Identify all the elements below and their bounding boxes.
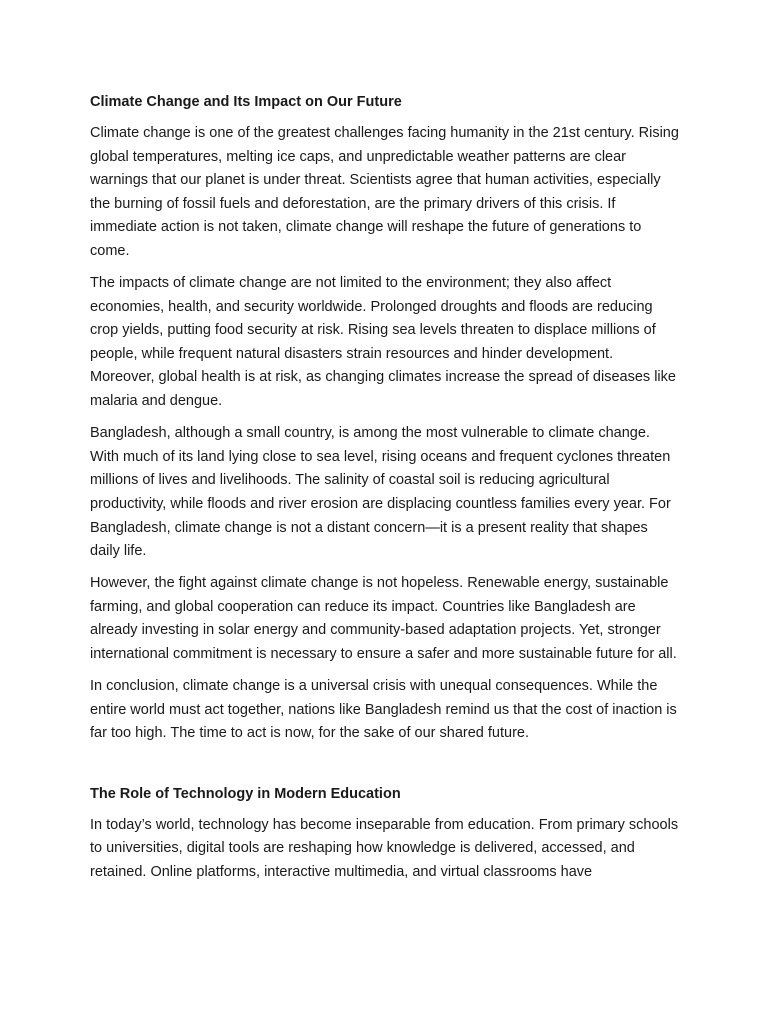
paragraph: In today’s world, technology has become inseparable from education. From primary schools to universities, digital tools are reshaping how knowledge is delivered, accessed, and retained. Online platforms, interactive multimedia, and virtual classrooms have <box>90 816 679 881</box>
paragraph: Climate change is one of the greatest challenges facing humanity in the 21st century. Rising global temperatures, melting ice caps, and unpredictable weather patterns are clear warnings that our planet is under threat. Scientists agree that human activities, especially the burning of fossil fuels and deforestation, are the primary drivers of this crisis. If immediate action is not taken, climate change will reshape the future of generations to come. <box>90 125 679 259</box>
essay-title: Climate Change and Its Impact on Our Future <box>90 94 402 110</box>
paragraph: In conclusion, climate change is a universal crisis with unequal consequences. While the entire world must act together, nations like Bangladesh remind us that the cost of inaction is far too high. The time to act is now, for the sake of our shared future. <box>90 678 677 742</box>
paragraph: Bangladesh, although a small country, is among the most vulnerable to climate change. With much of its land lying close to sea level, rising oceans and frequent cyclones threaten millions of lives and livelihoods. The salinity of coastal soil is reducing agricultural productivity, while floods and river erosion are displacing countless families every year. For Bangladesh, climate change is not a distant concern—it is a present reality that shapes daily life. <box>90 425 671 560</box>
essay-title: The Role of Technology in Modern Education <box>90 785 401 802</box>
paragraph: However, the fight against climate change is not hopeless. Renewable energy, sustainable farming, and global cooperation can reduce its impact. Countries like Bangladesh are already investing in solar energy and community-based adaptation projects. Yet, stronger international commitment is necessary to ensure a safer and more sustainable future for all. <box>90 575 677 662</box>
essay-technology-education <box>90 782 680 885</box>
paragraph: The impacts of climate change are not limited to the environment; they also affect economies, health, and security worldwide. Prolonged droughts and floods are reducing crop yields, putting food security at risk. Rising sea levels threaten to displace millions of people, while frequent natural disasters strain resources and hinder development. Moreover, global health is at risk, as changing climates increase the spread of diseases like malaria and dengue. <box>90 275 676 410</box>
essay-climate-change <box>90 90 680 746</box>
document-page <box>90 90 680 893</box>
